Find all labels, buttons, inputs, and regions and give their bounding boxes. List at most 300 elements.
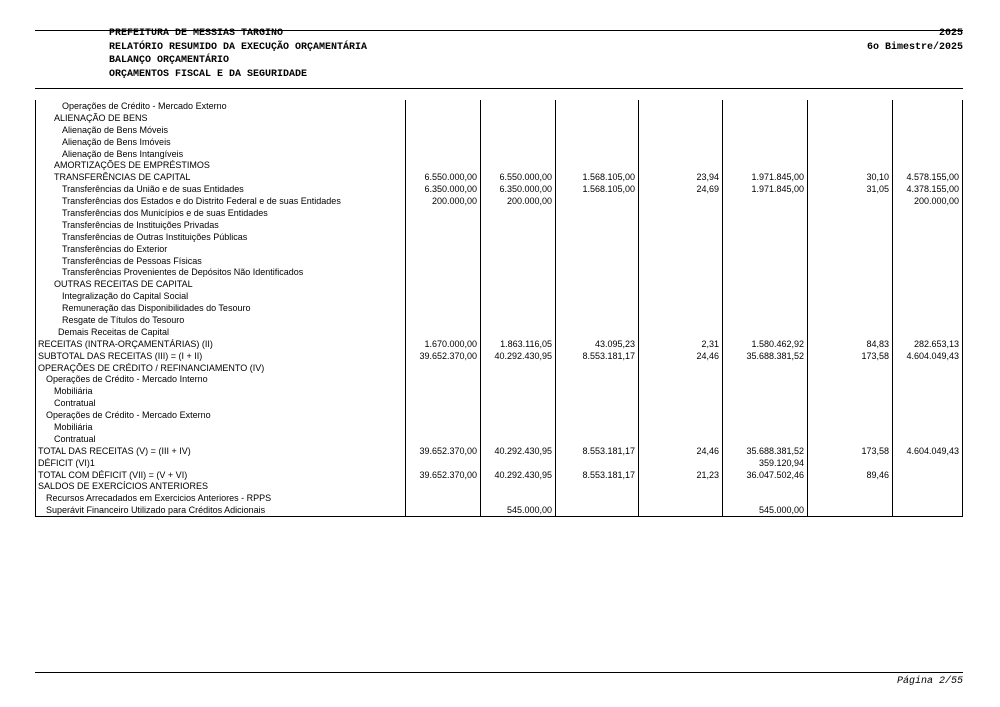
row-label-cell <box>36 385 406 397</box>
cell-value <box>723 314 808 326</box>
row-label: Transferências de Pessoas Físicas <box>62 255 202 266</box>
table-row <box>36 457 963 469</box>
cell-value <box>556 492 639 504</box>
row-label-cell <box>36 243 406 255</box>
cell-value <box>723 112 808 124</box>
cell-value <box>556 278 639 290</box>
cell-value: 23,94 <box>639 171 723 183</box>
table-row <box>36 100 963 112</box>
table-row <box>36 231 963 243</box>
cell-value <box>639 421 723 433</box>
row-label: TRANSFERÊNCIAS DE CAPITAL <box>54 172 191 183</box>
cell-value <box>723 362 808 374</box>
row-label-cell <box>36 148 406 160</box>
cell-value <box>893 469 963 481</box>
cell-value <box>808 385 893 397</box>
cell-value <box>406 136 481 148</box>
cell-value: 39.652.370,00 <box>406 469 481 481</box>
report-period: 6o Bimestre/2025 <box>866 41 963 53</box>
table-row <box>36 397 963 409</box>
row-label: Recursos Arrecadados em Exercicios Anteriores - RPPS <box>46 493 272 504</box>
cell-value <box>406 481 481 493</box>
row-label-cell <box>36 266 406 278</box>
cell-value <box>723 266 808 278</box>
row-label-cell <box>36 314 406 326</box>
table-row <box>36 421 963 433</box>
report-header <box>35 27 963 82</box>
cell-value <box>406 409 481 421</box>
cell-value <box>639 255 723 267</box>
cell-value <box>639 243 723 255</box>
table-row <box>36 362 963 374</box>
cell-value <box>723 100 808 112</box>
cell-value <box>406 100 481 112</box>
table-row <box>36 171 963 183</box>
cell-value <box>893 504 963 516</box>
row-label: Alienação de Bens Móveis <box>62 124 169 135</box>
cell-value <box>723 492 808 504</box>
cell-value <box>893 100 963 112</box>
table-row <box>36 385 963 397</box>
cell-value <box>556 112 639 124</box>
cell-value <box>808 243 893 255</box>
cell-value <box>556 124 639 136</box>
cell-value <box>639 314 723 326</box>
row-label: OUTRAS RECEITAS DE CAPITAL <box>54 279 193 290</box>
cell-value <box>808 148 893 160</box>
cell-value <box>481 255 556 267</box>
cell-value <box>893 326 963 338</box>
row-label-cell <box>36 504 406 516</box>
table-row <box>36 278 963 290</box>
cell-value <box>406 302 481 314</box>
cell-value <box>639 231 723 243</box>
row-label: Transferências de Instituições Privadas <box>62 219 219 230</box>
cell-value: 8.553.181,17 <box>556 469 639 481</box>
cell-value: 200.000,00 <box>893 195 963 207</box>
row-label-cell <box>36 159 406 171</box>
row-label-cell <box>36 255 406 267</box>
cell-value <box>556 409 639 421</box>
cell-value: 200.000,00 <box>406 195 481 207</box>
cell-value <box>639 195 723 207</box>
row-label: RECEITAS (INTRA-ORÇAMENTÁRIAS) (II) <box>38 338 213 349</box>
table-row <box>36 290 963 302</box>
cell-value <box>481 148 556 160</box>
cell-value <box>808 421 893 433</box>
row-label: Alienação de Bens Imóveis <box>62 136 171 147</box>
row-label-cell <box>36 112 406 124</box>
cell-value <box>808 219 893 231</box>
cell-value <box>893 397 963 409</box>
cell-value: 173,58 <box>808 350 893 362</box>
row-label: Mobiliária <box>54 386 93 397</box>
cell-value: 8.553.181,17 <box>556 445 639 457</box>
row-label-cell <box>36 492 406 504</box>
cell-value <box>808 362 893 374</box>
cell-value <box>406 385 481 397</box>
cell-value <box>808 433 893 445</box>
row-label: TOTAL COM DÉFICIT (VII) = (V + VI) <box>38 469 188 480</box>
cell-value <box>893 421 963 433</box>
cell-value <box>893 266 963 278</box>
row-label: AMORTIZAÇÕES DE EMPRÉSTIMOS <box>54 160 210 171</box>
cell-value <box>808 278 893 290</box>
cell-value <box>893 362 963 374</box>
cell-value <box>481 409 556 421</box>
cell-value <box>639 124 723 136</box>
row-label-cell <box>36 469 406 481</box>
table-row <box>36 302 963 314</box>
cell-value: 35.688.381,52 <box>723 350 808 362</box>
row-label: Operações de Crédito - Mercado Externo <box>62 100 227 111</box>
cell-value: 2,31 <box>639 338 723 350</box>
footer-rule <box>35 672 963 673</box>
row-label-cell <box>36 409 406 421</box>
row-label-cell <box>36 445 406 457</box>
cell-value <box>556 231 639 243</box>
cell-value <box>481 136 556 148</box>
cell-value <box>556 362 639 374</box>
table-row <box>36 255 963 267</box>
row-label-cell <box>36 302 406 314</box>
table-row <box>36 266 963 278</box>
table-row <box>36 243 963 255</box>
cell-value <box>639 266 723 278</box>
cell-value <box>723 255 808 267</box>
cell-value <box>808 326 893 338</box>
header-line-2 <box>35 41 963 55</box>
cell-value <box>808 504 893 516</box>
header-line-3 <box>35 54 963 68</box>
row-label-cell <box>36 195 406 207</box>
cell-value <box>723 207 808 219</box>
cell-value <box>723 278 808 290</box>
cell-value <box>893 302 963 314</box>
cell-value <box>481 326 556 338</box>
cell-value <box>639 481 723 493</box>
row-label-cell <box>36 433 406 445</box>
row-label: Alienação de Bens Intangíveis <box>62 148 184 159</box>
cell-value: 1.971.845,00 <box>723 171 808 183</box>
cell-value <box>723 481 808 493</box>
cell-value <box>893 481 963 493</box>
cell-value <box>723 302 808 314</box>
row-label-cell <box>36 219 406 231</box>
cell-value <box>723 409 808 421</box>
row-label: Superávit Financeiro Utilizado para Créditos Adicionais <box>46 505 266 516</box>
cell-value <box>639 207 723 219</box>
cell-value <box>406 492 481 504</box>
row-label-cell <box>36 421 406 433</box>
cell-value <box>639 492 723 504</box>
cell-value: 4.578.155,00 <box>893 171 963 183</box>
cell-value <box>893 314 963 326</box>
cell-value: 24,69 <box>639 183 723 195</box>
row-label: Contratual <box>54 433 96 444</box>
cell-value <box>406 243 481 255</box>
cell-value <box>481 433 556 445</box>
header-line-1 <box>35 27 963 41</box>
cell-value: 1.568.105,00 <box>556 171 639 183</box>
cell-value: 1.670.000,00 <box>406 338 481 350</box>
cell-value <box>406 207 481 219</box>
cell-value <box>808 124 893 136</box>
cell-value: 24,46 <box>639 445 723 457</box>
cell-value <box>808 481 893 493</box>
cell-value: 8.553.181,17 <box>556 350 639 362</box>
row-label: Operações de Crédito - Mercado Interno <box>46 374 208 385</box>
row-label-cell <box>36 100 406 112</box>
row-label-cell <box>36 278 406 290</box>
row-label-cell <box>36 231 406 243</box>
cell-value: 35.688.381,52 <box>723 445 808 457</box>
row-label: Transferências da União e de suas Entidades <box>62 184 244 195</box>
cell-value <box>639 136 723 148</box>
cell-value <box>406 504 481 516</box>
cell-value <box>556 100 639 112</box>
cell-value <box>556 433 639 445</box>
cell-value <box>639 159 723 171</box>
cell-value <box>556 457 639 469</box>
cell-value <box>481 219 556 231</box>
table-row <box>36 136 963 148</box>
cell-value <box>808 492 893 504</box>
row-label-cell <box>36 326 406 338</box>
cell-value: 36.047.502,46 <box>723 469 808 481</box>
cell-value <box>893 290 963 302</box>
row-label: Transferências de Outras Instituições Públicas <box>62 231 248 242</box>
cell-value <box>481 243 556 255</box>
cell-value <box>808 457 893 469</box>
header-bottom-rule <box>35 88 963 89</box>
cell-value: 282.653,13 <box>893 338 963 350</box>
row-label-cell <box>36 457 406 469</box>
cell-value: 1.971.845,00 <box>723 183 808 195</box>
cell-value: 4.604.049,43 <box>893 445 963 457</box>
cell-value <box>808 136 893 148</box>
row-label: OPERAÇÕES DE CRÉDITO / REFINANCIAMENTO (IV) <box>38 362 265 373</box>
table-row <box>36 469 963 481</box>
cell-value <box>406 255 481 267</box>
cell-value <box>893 409 963 421</box>
cell-value <box>808 397 893 409</box>
cell-value <box>481 457 556 469</box>
cell-value <box>406 290 481 302</box>
cell-value <box>808 159 893 171</box>
cell-value <box>639 373 723 385</box>
cell-value <box>481 207 556 219</box>
cell-value <box>893 243 963 255</box>
cell-value: 21,23 <box>639 469 723 481</box>
cell-value: 39.652.370,00 <box>406 350 481 362</box>
cell-value <box>556 195 639 207</box>
cell-value <box>808 373 893 385</box>
cell-value: 30,10 <box>808 171 893 183</box>
cell-value <box>639 504 723 516</box>
cell-value <box>723 290 808 302</box>
entity-name: PREFEITURA DE MESSIAS TARGINO <box>109 28 284 39</box>
cell-value <box>481 266 556 278</box>
cell-value <box>723 421 808 433</box>
table-row <box>36 314 963 326</box>
cell-value <box>481 100 556 112</box>
row-label: TOTAL DAS RECEITAS (V) = (III + IV) <box>38 445 191 456</box>
cell-value <box>893 457 963 469</box>
cell-value <box>723 326 808 338</box>
cell-value <box>481 492 556 504</box>
cell-value <box>639 290 723 302</box>
cell-value <box>639 278 723 290</box>
cell-value <box>639 397 723 409</box>
cell-value <box>556 373 639 385</box>
cell-value <box>808 290 893 302</box>
cell-value <box>481 159 556 171</box>
cell-value <box>481 112 556 124</box>
cell-value <box>556 255 639 267</box>
table-row <box>36 195 963 207</box>
cell-value <box>808 409 893 421</box>
cell-value <box>556 266 639 278</box>
cell-value: 1.580.462,92 <box>723 338 808 350</box>
cell-value <box>481 421 556 433</box>
cell-value <box>893 112 963 124</box>
cell-value: 359.120,94 <box>723 457 808 469</box>
budget-table <box>35 100 963 517</box>
cell-value <box>723 385 808 397</box>
table-row <box>36 481 963 493</box>
cell-value: 173,58 <box>808 445 893 457</box>
cell-value <box>893 219 963 231</box>
cell-value <box>893 385 963 397</box>
row-label: ALIENAÇÃO DE BENS <box>54 112 148 123</box>
cell-value <box>893 255 963 267</box>
cell-value <box>406 362 481 374</box>
cell-value <box>406 457 481 469</box>
cell-value <box>406 421 481 433</box>
cell-value <box>808 207 893 219</box>
cell-value: 545.000,00 <box>723 504 808 516</box>
row-label-cell <box>36 481 406 493</box>
row-label: Integralização do Capital Social <box>62 291 189 302</box>
row-label-cell <box>36 338 406 350</box>
cell-value <box>481 302 556 314</box>
table-row <box>36 219 963 231</box>
cell-value: 43.095,23 <box>556 338 639 350</box>
table-row <box>36 338 963 350</box>
row-label: Resgate de Títulos do Tesouro <box>62 314 185 325</box>
row-label-cell <box>36 207 406 219</box>
cell-value <box>406 373 481 385</box>
cell-value <box>808 255 893 267</box>
cell-value <box>723 373 808 385</box>
page-number: Página 2/55 <box>896 676 963 687</box>
table-row <box>36 207 963 219</box>
cell-value <box>406 266 481 278</box>
table-row <box>36 445 963 457</box>
row-label: Remuneração das Disponibilidades do Tesouro <box>62 303 251 314</box>
cell-value <box>808 231 893 243</box>
cell-value <box>556 148 639 160</box>
row-label: Transferências do Exterior <box>62 243 168 254</box>
cell-value: 40.292.430,95 <box>481 469 556 481</box>
cell-value: 6.550.000,00 <box>481 171 556 183</box>
row-label: DÉFICIT (VI)1 <box>38 457 95 468</box>
cell-value <box>556 504 639 516</box>
table-row <box>36 159 963 171</box>
cell-value <box>556 290 639 302</box>
cell-value <box>481 231 556 243</box>
cell-value <box>556 397 639 409</box>
row-label-cell <box>36 136 406 148</box>
table-row <box>36 433 963 445</box>
cell-value <box>723 397 808 409</box>
cell-value <box>556 314 639 326</box>
table-row <box>36 409 963 421</box>
cell-value <box>893 148 963 160</box>
cell-value <box>893 124 963 136</box>
cell-value <box>893 492 963 504</box>
cell-value: 6.350.000,00 <box>481 183 556 195</box>
cell-value <box>481 362 556 374</box>
cell-value <box>406 148 481 160</box>
cell-value <box>481 385 556 397</box>
cell-value <box>893 136 963 148</box>
cell-value: 1.863.116,05 <box>481 338 556 350</box>
table-row <box>36 148 963 160</box>
row-label: Demais Receitas de Capital <box>58 326 170 337</box>
row-label-cell <box>36 362 406 374</box>
cell-value <box>639 385 723 397</box>
cell-value: 84,83 <box>808 338 893 350</box>
report-subtitle: BALANÇO ORÇAMENTÁRIO <box>109 55 230 67</box>
row-label-cell <box>36 124 406 136</box>
cell-value <box>639 148 723 160</box>
row-label: Operações de Crédito - Mercado Externo <box>46 410 211 421</box>
cell-value <box>808 195 893 207</box>
table-row <box>36 183 963 195</box>
table-row <box>36 124 963 136</box>
cell-value <box>723 124 808 136</box>
table-row <box>36 504 963 516</box>
cell-value <box>808 112 893 124</box>
cell-value: 1.568.105,00 <box>556 183 639 195</box>
cell-value <box>639 326 723 338</box>
cell-value <box>556 159 639 171</box>
cell-value <box>556 302 639 314</box>
cell-value <box>406 314 481 326</box>
cell-value <box>893 433 963 445</box>
row-label: Transferências dos Municípios e de suas Entidades <box>62 207 268 218</box>
header-line-4 <box>35 68 963 82</box>
cell-value <box>639 112 723 124</box>
cell-value: 200.000,00 <box>481 195 556 207</box>
row-label-cell <box>36 183 406 195</box>
cell-value: 39.652.370,00 <box>406 445 481 457</box>
cell-value <box>808 100 893 112</box>
cell-value <box>481 397 556 409</box>
table-row <box>36 326 963 338</box>
cell-value: 89,46 <box>808 469 893 481</box>
row-label: Mobiliária <box>54 421 93 432</box>
cell-value: 31,05 <box>808 183 893 195</box>
table-row <box>36 350 963 362</box>
cell-value <box>723 148 808 160</box>
row-label-cell <box>36 373 406 385</box>
table-row <box>36 492 963 504</box>
cell-value <box>808 266 893 278</box>
cell-value: 6.550.000,00 <box>406 171 481 183</box>
